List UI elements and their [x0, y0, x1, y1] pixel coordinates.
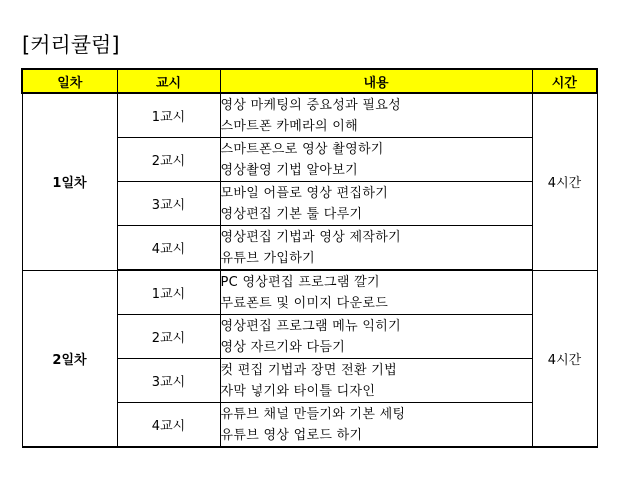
time-cell: 4시간	[532, 93, 597, 270]
content-line: 무료폰트 및 이미지 다운로드	[220, 295, 389, 311]
content-cell	[220, 138, 532, 182]
content-line: 컷 편집 기법과 장면 전환 기법	[220, 362, 397, 378]
content-line: 스마트폰 카메라의 이해	[220, 118, 358, 134]
content-cell	[220, 93, 532, 138]
table-row	[22, 270, 597, 315]
table-row	[22, 93, 597, 138]
content-line: 자막 넣기와 타이틀 디자인	[220, 383, 376, 399]
page-title: [커리큘럼]	[22, 33, 120, 57]
content-cell	[220, 182, 532, 226]
period-cell: 2교시	[117, 138, 220, 182]
content-line: 영상편집 기법과 영상 제작하기	[220, 229, 401, 245]
content-line: 영상 마케팅의 중요성과 필요성	[220, 97, 401, 113]
content-cell	[220, 315, 532, 359]
content-line: 영상편집 프로그램 메뉴 익히기	[220, 318, 401, 334]
period-cell: 3교시	[117, 359, 220, 403]
period-cell: 1교시	[117, 93, 220, 138]
content-line: 유튜브 채널 만들기와 기본 세팅	[220, 406, 406, 422]
period-cell: 1교시	[117, 270, 220, 315]
content-line: 유튜브 가입하기	[220, 250, 315, 266]
content-line: 영상 자르기와 다듬기	[220, 339, 346, 355]
content-line: 영상촬영 기법 알아보기	[220, 162, 358, 178]
day-cell: 1일차	[22, 93, 117, 270]
period-cell: 3교시	[117, 182, 220, 226]
content-line: PC 영상편집 프로그램 깔기	[220, 274, 380, 290]
period-cell: 2교시	[117, 315, 220, 359]
content-line: 유튜브 영상 업로드 하기	[220, 427, 363, 443]
content-cell	[220, 270, 532, 315]
day-cell: 2일차	[22, 270, 117, 447]
content-line: 스마트폰으로 영상 촬영하기	[220, 141, 384, 157]
header-time: 시간	[532, 69, 597, 93]
header-content: 내용	[220, 69, 532, 93]
period-cell: 4교시	[117, 226, 220, 271]
header-day: 일차	[22, 69, 117, 93]
content-line: 영상편집 기본 툴 다루기	[220, 206, 363, 222]
content-cell	[220, 226, 532, 271]
header-row	[22, 69, 597, 93]
period-cell: 4교시	[117, 403, 220, 448]
content-line: 모바일 어플로 영상 편집하기	[220, 185, 389, 201]
content-cell	[220, 359, 532, 403]
content-cell	[220, 403, 532, 448]
time-cell: 4시간	[532, 270, 597, 447]
curriculum-table	[21, 68, 598, 448]
header-period: 교시	[117, 69, 220, 93]
